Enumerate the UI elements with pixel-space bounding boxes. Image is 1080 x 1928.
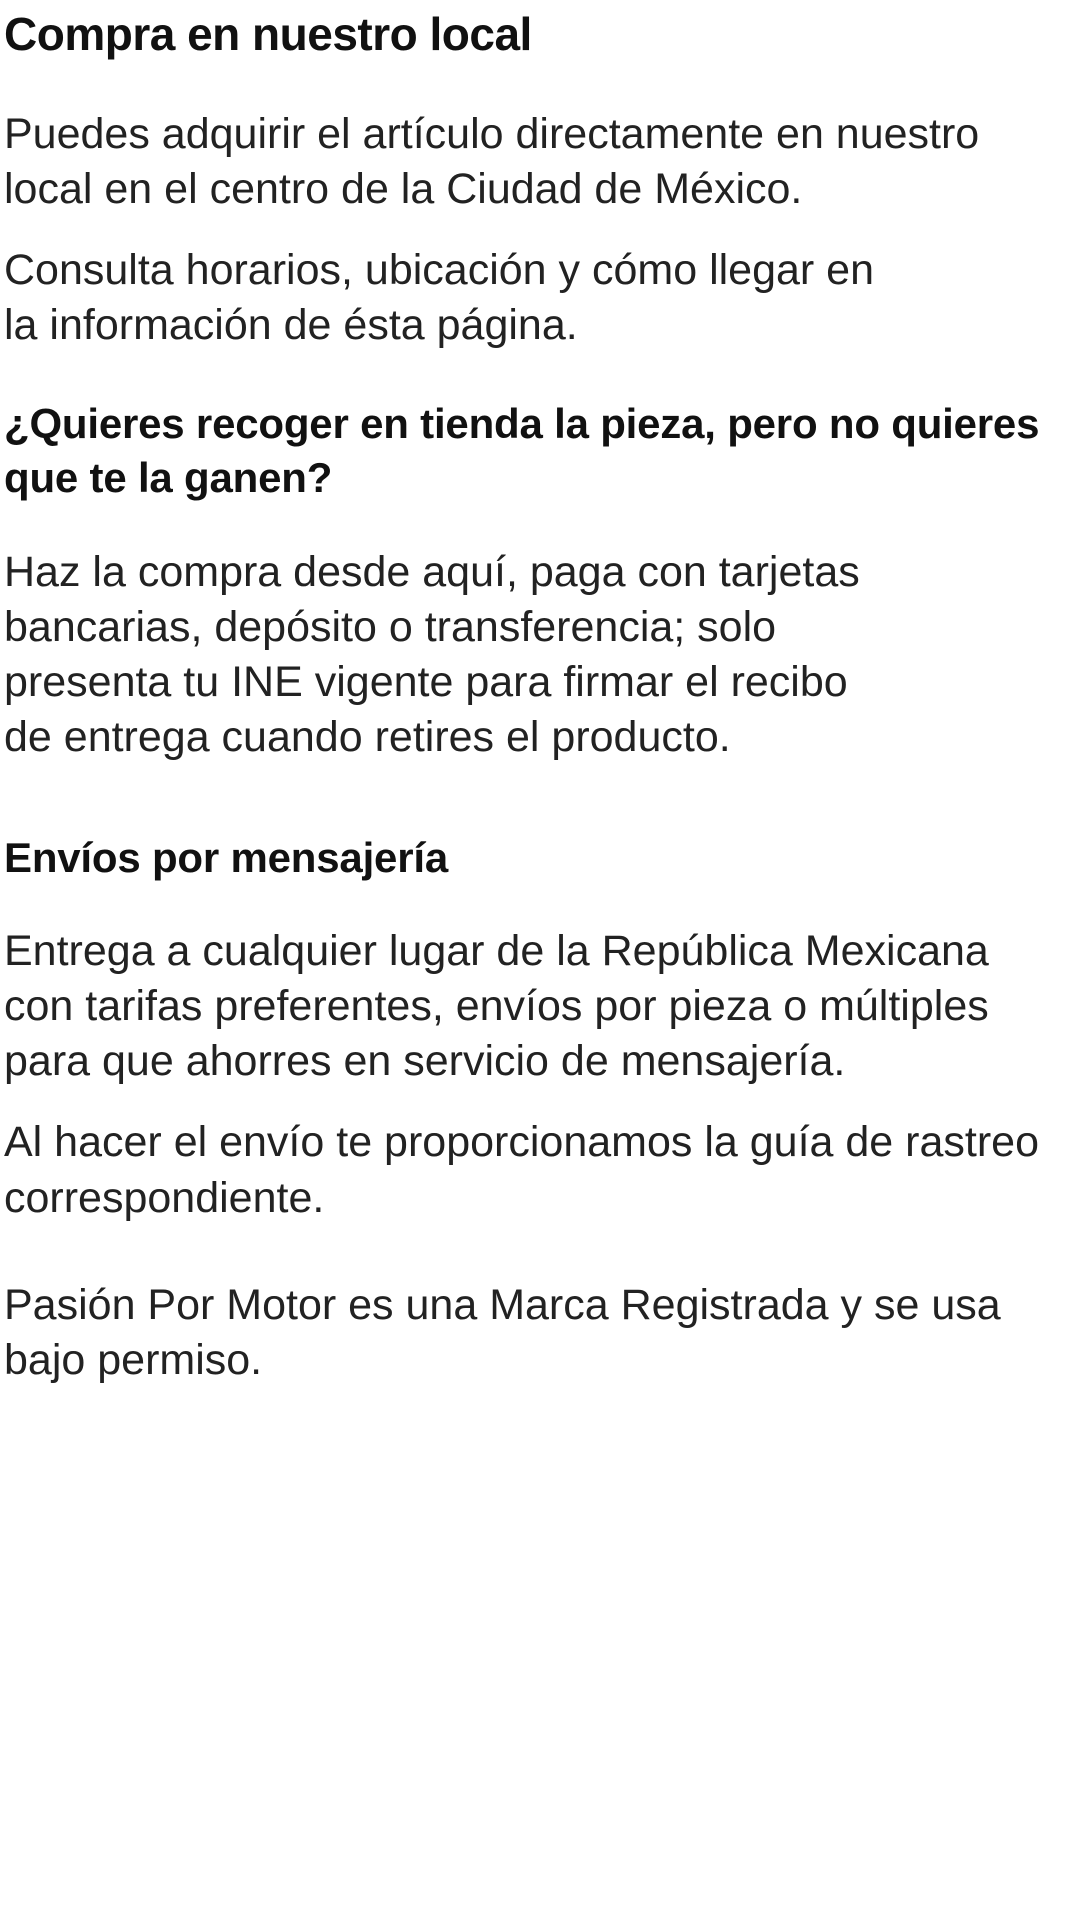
pickup-payment-paragraph: Haz la compra desde aquí, paga con tarjetas bancarias, depósito o transferencia; solo presenta tu INE vigente para firmar el recibo de entrega cuando retires el producto. — [4, 547, 860, 761]
pickup-question-heading: ¿Quieres recoger en tienda la pieza, pero no quieres que te la ganen? — [4, 400, 1040, 501]
shipping-coverage-paragraph: Entrega a cualquier lugar de la República Mexicana con tarifas preferentes, envíos por pieza o múltiples para que ahorres en servicio de mensajería. — [4, 927, 989, 1086]
spacer — [4, 505, 1070, 545]
document-page — [0, 8, 1080, 1928]
shipping-section-heading: Envíos por mensajería — [4, 833, 448, 881]
pickup-info-paragraph: Consulta horarios, ubicación y cómo llegar en la información de ésta página. — [4, 245, 875, 349]
page-title: Compra en nuestro local — [4, 8, 532, 60]
pickup-description-paragraph: Puedes adquirir el artículo directamente en nuestro local en el centro de la Ciudad de México. — [4, 109, 980, 213]
spacer — [4, 884, 1070, 924]
trademark-notice: Pasión Por Motor es una Marca Registrada y se usa bajo permiso. — [4, 1280, 1001, 1384]
spacer — [4, 765, 1070, 787]
spacer — [4, 1226, 1070, 1278]
shipping-tracking-paragraph: Al hacer el envío te proporcionamos la guía de rastreo correspondiente. — [4, 1118, 1039, 1222]
